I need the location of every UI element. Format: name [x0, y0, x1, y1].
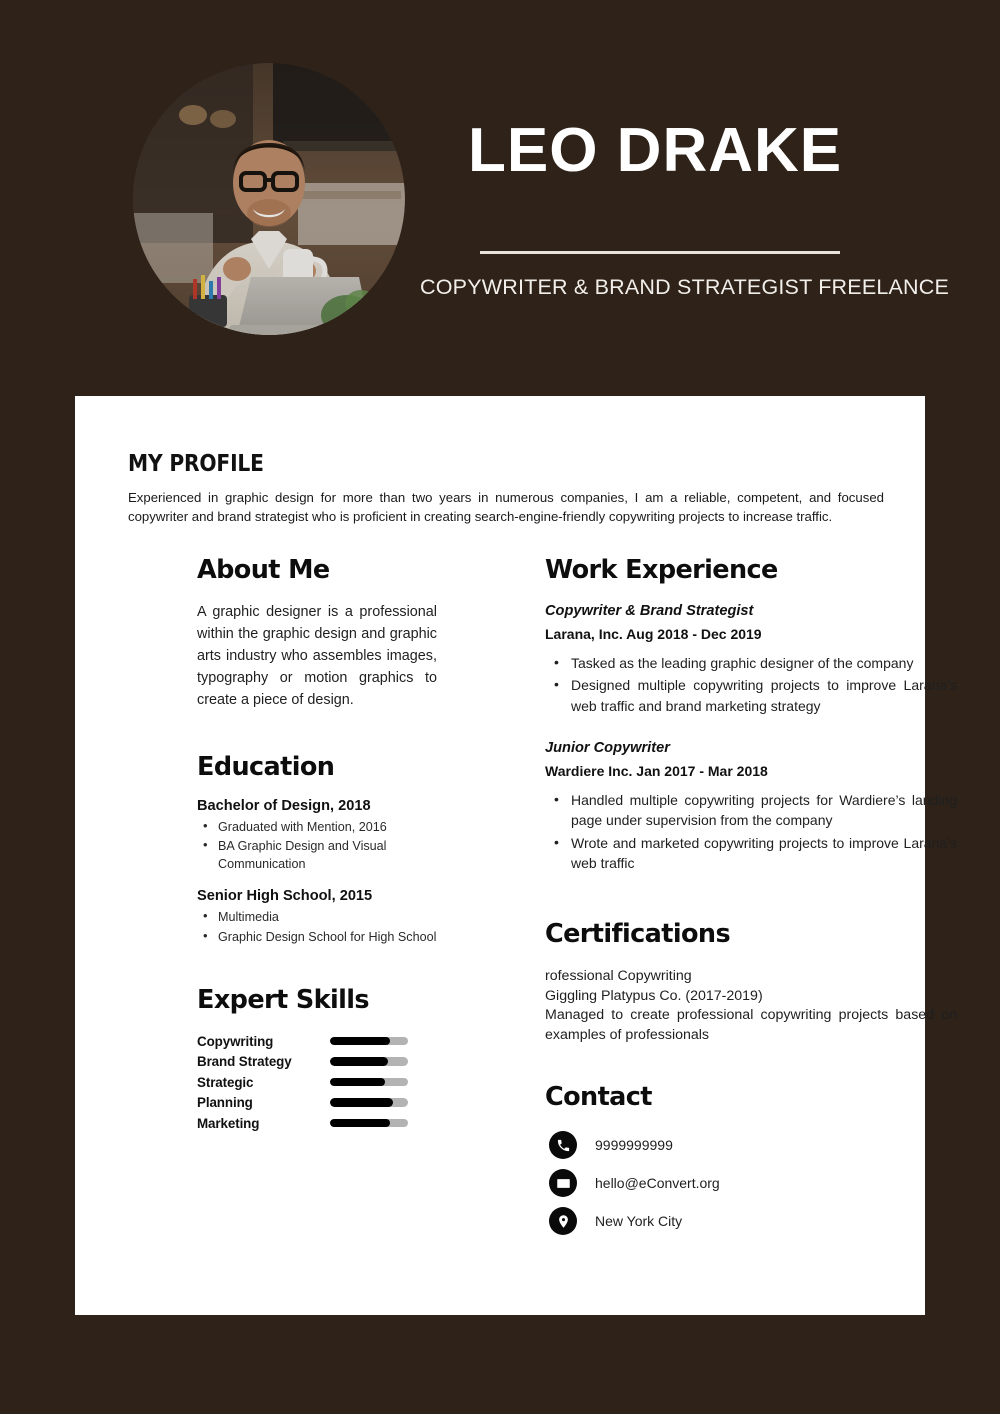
skill-row: [197, 1031, 437, 1052]
list-item: • Tasked as the leading graphic designer of the company: [545, 653, 957, 673]
education-item: [197, 888, 437, 946]
certification-name: rofessional Copywriting: [545, 968, 692, 985]
contact-heading: Contact: [545, 1081, 652, 1112]
certifications-section: [545, 920, 957, 1045]
education-item-title: Senior High School, 2015: [197, 888, 373, 905]
contact-list: [545, 1126, 957, 1240]
work-experience-section: [545, 556, 957, 873]
skill-bar-fill: [330, 1078, 385, 1087]
skills-heading: Expert Skills: [197, 984, 369, 1015]
skill-bar-fill: [330, 1098, 393, 1107]
skill-label: Marketing: [197, 1115, 260, 1131]
list-item: • BA Graphic Design and Visual Communication: [197, 837, 437, 874]
about-section: [197, 556, 437, 712]
skill-bar: [330, 1037, 408, 1046]
about-text: A graphic designer is a professional within the graphic design and graphic arts industry who assembles images, typography or motion graphics to create a piece of design.: [197, 604, 437, 708]
job-company-dates: Wardiere Inc. Jan 2017 - Mar 2018: [545, 762, 768, 779]
list-item: • Graduated with Mention, 2016: [197, 818, 437, 836]
job-company-dates: Larana, Inc. Aug 2018 - Dec 2019: [545, 626, 762, 643]
phone-icon: [549, 1131, 577, 1159]
skill-bar: [330, 1078, 408, 1087]
job-title: Junior Copywriter: [545, 739, 670, 756]
education-item-title: Bachelor of Design, 2018: [197, 797, 371, 814]
skills-list: [197, 1031, 437, 1134]
name-block: [468, 118, 938, 183]
certifications-heading: Certifications: [545, 919, 731, 950]
right-column: [545, 556, 957, 1240]
certification-description: Managed to create professional copywriting projects based on examples of professionals: [545, 1007, 957, 1043]
envelope-icon: [549, 1169, 577, 1197]
contact-email-value: hello@eConvert.org: [595, 1175, 720, 1192]
job-points: [545, 790, 957, 873]
contact-row-email[interactable]: [545, 1164, 957, 1202]
list-item: • Wrote and marketed copywriting projects to improve Larana’s web traffic: [545, 833, 957, 874]
education-section: [197, 753, 437, 946]
list-item: • Handled multiple copywriting projects for Wardiere’s landing page under supervision from the company: [545, 790, 957, 831]
skill-row: [197, 1092, 437, 1113]
skill-label: Copywriting: [197, 1033, 274, 1049]
list-item: • Designed multiple copywriting projects to improve Larana’s web traffic and brand marketing strategy: [545, 675, 957, 716]
header-divider: [480, 251, 840, 254]
about-heading: About Me: [197, 555, 330, 585]
profile-photo: [133, 63, 405, 335]
job-entry: [545, 740, 957, 873]
skill-bar-fill: [330, 1037, 390, 1046]
job-points: [545, 653, 957, 716]
resume-card: [75, 396, 957, 1315]
skill-row: [197, 1113, 437, 1134]
education-heading: Education: [197, 751, 335, 782]
education-item-points: [197, 818, 437, 874]
education-item: [197, 798, 437, 874]
skill-label: Strategic: [197, 1074, 254, 1090]
job-title: Copywriter & Brand Strategist: [545, 603, 754, 620]
skill-bar-fill: [330, 1057, 388, 1066]
profile-text: Experienced in graphic design for more than two years in numerous companies, I am a reliable, competent, and focused copywriter and brand strategist who is proficient in creating search-engine-friendly copywriting projects to increase traffic.: [128, 490, 884, 524]
job-entry: [545, 603, 957, 716]
skills-section: [197, 986, 437, 1134]
contact-row-location[interactable]: [545, 1202, 957, 1240]
skill-bar: [330, 1057, 408, 1066]
contact-section: [545, 1083, 957, 1240]
skill-label: Planning: [197, 1095, 253, 1111]
skill-bar: [330, 1098, 408, 1107]
list-item: • Multimedia: [197, 908, 437, 926]
contact-location-value: New York City: [595, 1213, 683, 1230]
left-column: [197, 556, 437, 1133]
contact-phone-value: 9999999999: [595, 1137, 673, 1154]
certifications-text: [545, 967, 957, 1045]
page-title: LEO DRAKE: [468, 116, 843, 185]
education-item-points: [197, 908, 437, 946]
certification-issuer: Giggling Platypus Co. (2017-2019): [545, 987, 763, 1004]
work-experience-heading: Work Experience: [545, 555, 778, 585]
skill-bar-fill: [330, 1119, 390, 1128]
profile-heading: MY PROFILE: [128, 451, 264, 477]
skill-row: [197, 1072, 437, 1093]
list-item: • Graphic Design School for High School: [197, 928, 437, 946]
contact-row-phone[interactable]: [545, 1126, 957, 1164]
job-subtitle: COPYWRITER & BRAND STRATEGIST FREELANCE: [420, 275, 950, 299]
resume-header: [0, 0, 1000, 396]
skill-row: [197, 1051, 437, 1072]
profile-section: [128, 451, 884, 526]
skill-label: Brand Strategy: [197, 1054, 292, 1070]
skill-bar: [330, 1119, 408, 1128]
location-pin-icon: [549, 1207, 577, 1235]
